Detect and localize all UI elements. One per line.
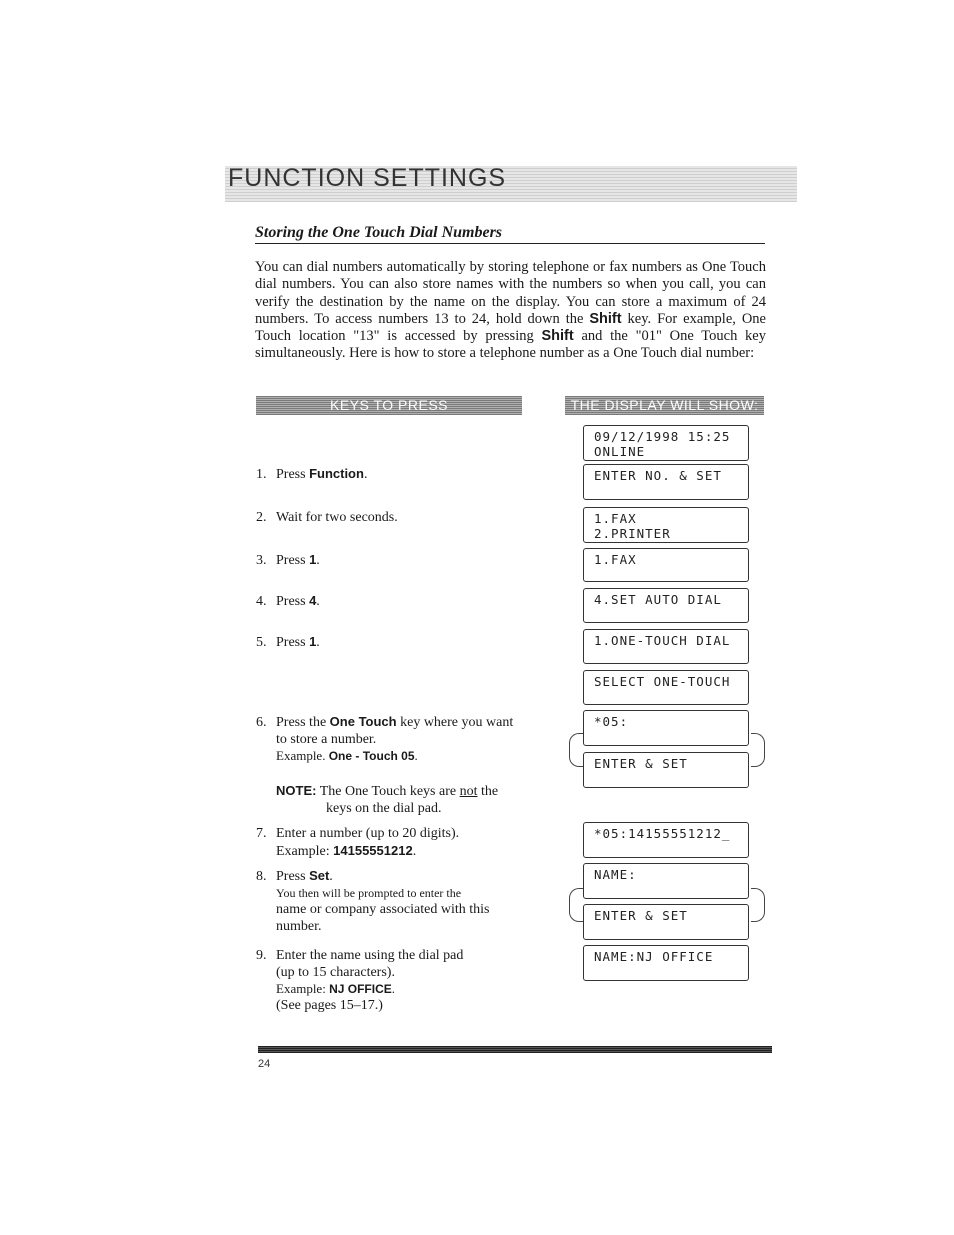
page-number: 24 bbox=[258, 1058, 271, 1070]
step-1: 1. Press Function. bbox=[256, 466, 368, 482]
lcd-display-set-auto-dial: 4.SET AUTO DIAL bbox=[583, 588, 749, 623]
step-5: 5. Press 1. bbox=[256, 634, 320, 650]
page-header-title: FUNCTION SETTINGS bbox=[228, 164, 507, 192]
step-6: 6. Press the One Touch key where you want to store a number. Example. One - Touch 05. bbox=[256, 714, 514, 763]
alternating-arrow-left-icon bbox=[569, 733, 583, 767]
note: NOTE: The One Touch keys are not the keys on the dial pad. bbox=[276, 783, 499, 816]
step-3: 3. Press 1. bbox=[256, 552, 320, 568]
step-2: 2. Wait for two seconds. bbox=[256, 510, 398, 525]
lcd-display-online: 09/12/1998 15:25 ONLINE bbox=[583, 425, 749, 461]
keys-to-press-header: KEYS TO PRESS bbox=[256, 396, 522, 415]
step-8: 8. Press Set. You then will be prompted to enter the name or company associated with this number. bbox=[256, 868, 490, 934]
lcd-display-enter-set-2: ENTER & SET bbox=[583, 904, 749, 940]
lcd-display-select-one-touch: SELECT ONE-TOUCH bbox=[583, 670, 749, 705]
section-title: Storing the One Touch Dial Numbers bbox=[255, 224, 503, 241]
display-will-show-header: THE DISPLAY WILL SHOW: bbox=[565, 396, 764, 415]
lcd-display-name: NAME: bbox=[583, 863, 749, 899]
alternating-arrow-left-icon bbox=[569, 888, 583, 922]
lcd-display-one-touch-dial: 1.ONE-TOUCH DIAL bbox=[583, 629, 749, 664]
section-divider bbox=[255, 243, 765, 244]
lcd-display-name-entry: NAME:NJ OFFICE bbox=[583, 945, 749, 981]
alternating-arrow-right-icon bbox=[751, 733, 765, 767]
lcd-display-fax-printer: 1.FAX 2.PRINTER bbox=[583, 507, 749, 543]
step-9: 9. Enter the name using the dial pad (up to 15 characters). Example: NJ OFFICE. (See pages 15–17.) bbox=[256, 948, 464, 1013]
step-4: 4. Press 4. bbox=[256, 593, 320, 609]
step-7: 7. Enter a number (up to 20 digits). Example: 14155551212. bbox=[256, 826, 460, 859]
alternating-arrow-right-icon bbox=[751, 888, 765, 922]
lcd-display-fax: 1.FAX bbox=[583, 548, 749, 582]
lcd-display-number-entry: *05:14155551212_ bbox=[583, 822, 749, 858]
lcd-display-enter-set-1: ENTER & SET bbox=[583, 752, 749, 788]
intro-paragraph: You can dial numbers automatically by storing telephone or fax numbers as One Touch dial numbers. You can also store names with the numbers so when you call, you can verify the destination by the name on the display. You can store a maximum of 24 numbers. To access numbers 13 to 24, hold down the Shift key. For example, One Touch location "13" is accessed by pressing Shift and the "01" One Touch key simultaneously. Here is how to store a telephone number as a One Touch dial number: bbox=[255, 259, 766, 362]
lcd-display-enter-no: ENTER NO. & SET bbox=[583, 464, 749, 500]
note-label: NOTE: bbox=[276, 783, 317, 798]
footer-bar bbox=[258, 1046, 772, 1053]
lcd-display-star05: *05: bbox=[583, 710, 749, 746]
